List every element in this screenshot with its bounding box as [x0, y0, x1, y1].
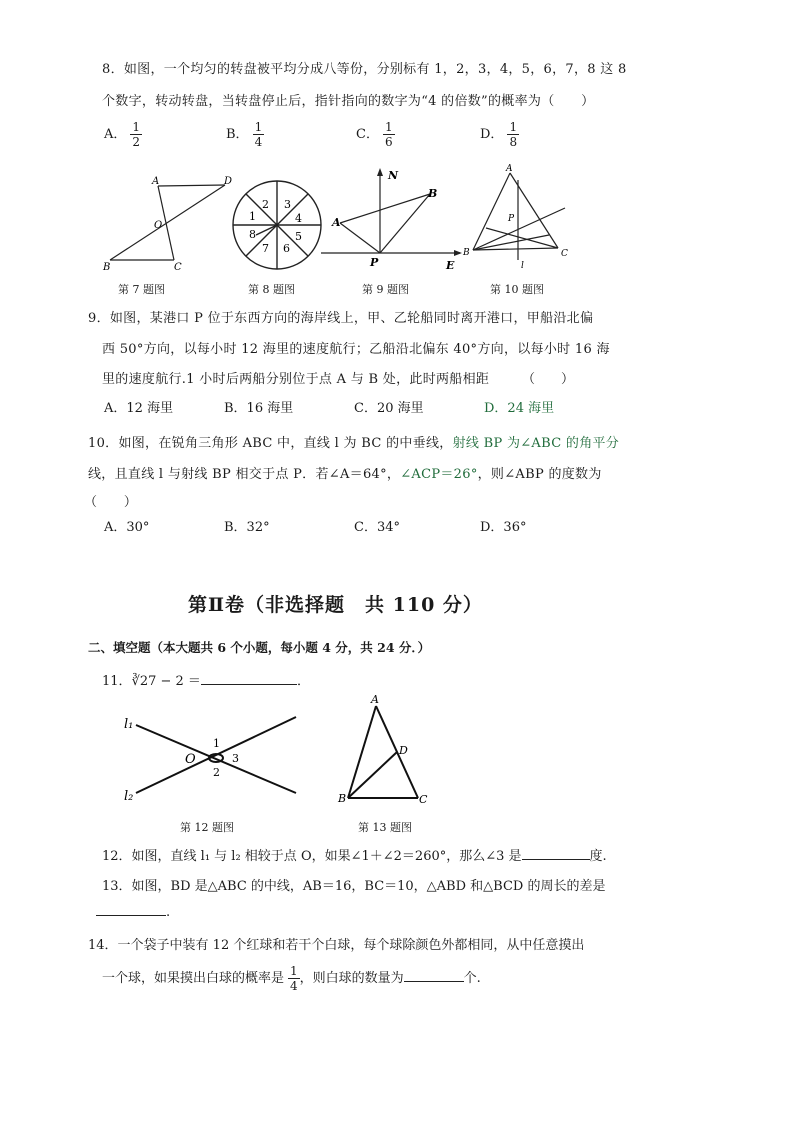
- figure-12: [136, 717, 296, 793]
- q11-line: 11．∛27 − 2 ＝ ．: [102, 674, 310, 689]
- q14-line1: 14．一个袋子中装有 12 个红球和若干个白球，每个球除颜色外都相同，从中任意摸出: [88, 938, 585, 953]
- fig12-caption: 第 12 题图: [180, 821, 234, 834]
- q9-option-a: A．12 海里: [104, 401, 174, 416]
- q9-line1: 9．如图，某港口 P 位于东西方向的海岸线上，甲、乙轮船同时离开港口，甲船沿北偏: [88, 311, 594, 326]
- fig8-sector-1: 1: [249, 210, 256, 223]
- q9-line3: 里的速度航行.1 小时后两船分别位于点 A 与 B 处，此时两船相距: [102, 372, 490, 387]
- q10-line3: （ ）: [84, 495, 138, 510]
- fig8-sector-8: 8: [249, 228, 256, 241]
- fig8-sector-7: 7: [262, 242, 269, 255]
- q10-option-b: B．32°: [224, 520, 270, 535]
- fig7-label-b: B: [103, 262, 111, 273]
- fig9-label-p: P: [370, 256, 379, 269]
- fig8-sector-2: 2: [262, 198, 269, 211]
- fig9-label-n: N: [388, 169, 399, 182]
- fig8-sector-6: 6: [283, 242, 290, 255]
- figure-7: [110, 185, 225, 260]
- fig13-caption: 第 13 题图: [358, 821, 412, 834]
- figure-9: [321, 172, 460, 253]
- fig9-north-arrow: [377, 168, 383, 176]
- fig8-sector-5: 5: [295, 230, 302, 243]
- q13-line2: .: [96, 905, 170, 920]
- q9-answer-paren: （ ）: [522, 372, 575, 387]
- fig10-label-c: C: [561, 249, 568, 259]
- fig10-caption: 第 10 题图: [490, 283, 544, 296]
- fig9-east-arrow: [454, 250, 462, 256]
- q8-option-a: A． $\frac{1}{2}$: [104, 120, 141, 149]
- fig7-label-a: A: [152, 176, 160, 187]
- q14-line2: 一个球，如果摸出白球的概率是 $\frac{1}{4}$ ，则白球的数量为 个.: [102, 964, 481, 993]
- q10-option-c: C．34°: [354, 520, 400, 535]
- q9-option-d: D．24 海里: [484, 401, 555, 416]
- fig7-label-c: C: [174, 262, 182, 273]
- figure-10: [473, 173, 565, 260]
- fig7-label-d: D: [224, 176, 233, 187]
- fig8-sector-4: 4: [295, 212, 302, 225]
- fig10-label-p: P: [508, 214, 515, 224]
- fig8-sector-3: 3: [284, 198, 291, 211]
- fig9-caption: 第 9 题图: [362, 283, 409, 296]
- fig13-label-c: C: [419, 793, 428, 806]
- fig9-label-b: B: [428, 187, 438, 200]
- q8-line1: 8．如图，一个均匀的转盘被平均分成八等份，分别标有 1，2，3，4，5，6，7，8 这 8: [102, 62, 627, 77]
- q13-line1: 13．如图，BD 是△ABC 的中线，AB＝16，BC＝10，△ABD 和△BCD 的周长的差是: [102, 879, 606, 894]
- q9-option-c: C．20 海里: [354, 401, 424, 416]
- figure-row-1: [90, 160, 600, 295]
- fig10-label-b: B: [463, 248, 470, 258]
- fig10-label-a: A: [506, 164, 513, 174]
- fig9-label-a: A: [332, 216, 341, 229]
- fig13-label-b: B: [338, 792, 347, 805]
- fig12-label-o: O: [185, 752, 196, 767]
- fig10-label-l: l: [521, 261, 524, 271]
- q8-option-d: D． $\frac{1}{8}$: [480, 120, 518, 149]
- fig12-label-l1: l₁: [124, 717, 134, 732]
- q10-option-d: D．36°: [480, 520, 527, 535]
- section-2-heading: 二、填空题（本大题共 6 个小题，每小题 4 分，共 24 分．）: [88, 640, 431, 655]
- fig12-label-l2: l₂: [124, 789, 134, 804]
- fig13-label-d: D: [399, 744, 408, 757]
- q8-option-b: B． $\frac{1}{4}$: [226, 120, 263, 149]
- q12-line: 12．如图，直线 l₁ 与 l₂ 相较于点 O，如果∠1＋∠2＝260°，那么∠3 是 度.: [102, 849, 607, 864]
- fig12-angle-1: 1: [213, 737, 220, 750]
- figure-8-spinner: [233, 181, 321, 269]
- fig9-label-e: E: [446, 259, 455, 272]
- section-2-title: 第Ⅱ卷（非选择题 共 110 分）: [188, 594, 483, 616]
- q10-line2: 线，且直线 l 与射线 BP 相交于点 P．若∠A＝64°，∠ACP＝26°，则∠ABP 的度数为: [88, 467, 602, 482]
- fig12-angle-3: 3: [232, 752, 239, 765]
- fig12-angle-2: 2: [213, 766, 220, 779]
- q10-line1: 10．如图，在锐角三角形 ABC 中，直线 l 为 BC 的中垂线，射线 BP 为∠ABC 的角平分: [88, 436, 620, 451]
- figure-row-2: [110, 690, 450, 815]
- fig7-caption: 第 7 题图: [118, 283, 165, 296]
- q9-option-b: B．16 海里: [224, 401, 294, 416]
- fig8-caption: 第 8 题图: [248, 283, 295, 296]
- q8-option-c: C． $\frac{1}{6}$: [356, 120, 393, 149]
- q10-option-a: A．30°: [104, 520, 150, 535]
- fig13-label-a: A: [371, 693, 379, 706]
- fig7-label-o: O: [154, 220, 163, 231]
- q8-line2: 个数字，转动转盘，当转盘停止后，指针指向的数字为“4 的倍数”的概率为（ ）: [102, 94, 595, 109]
- q9-line2: 西 50°方向，以每小时 12 海里的速度航行；乙船沿北偏东 40°方向，以每小时 16 海: [102, 342, 610, 357]
